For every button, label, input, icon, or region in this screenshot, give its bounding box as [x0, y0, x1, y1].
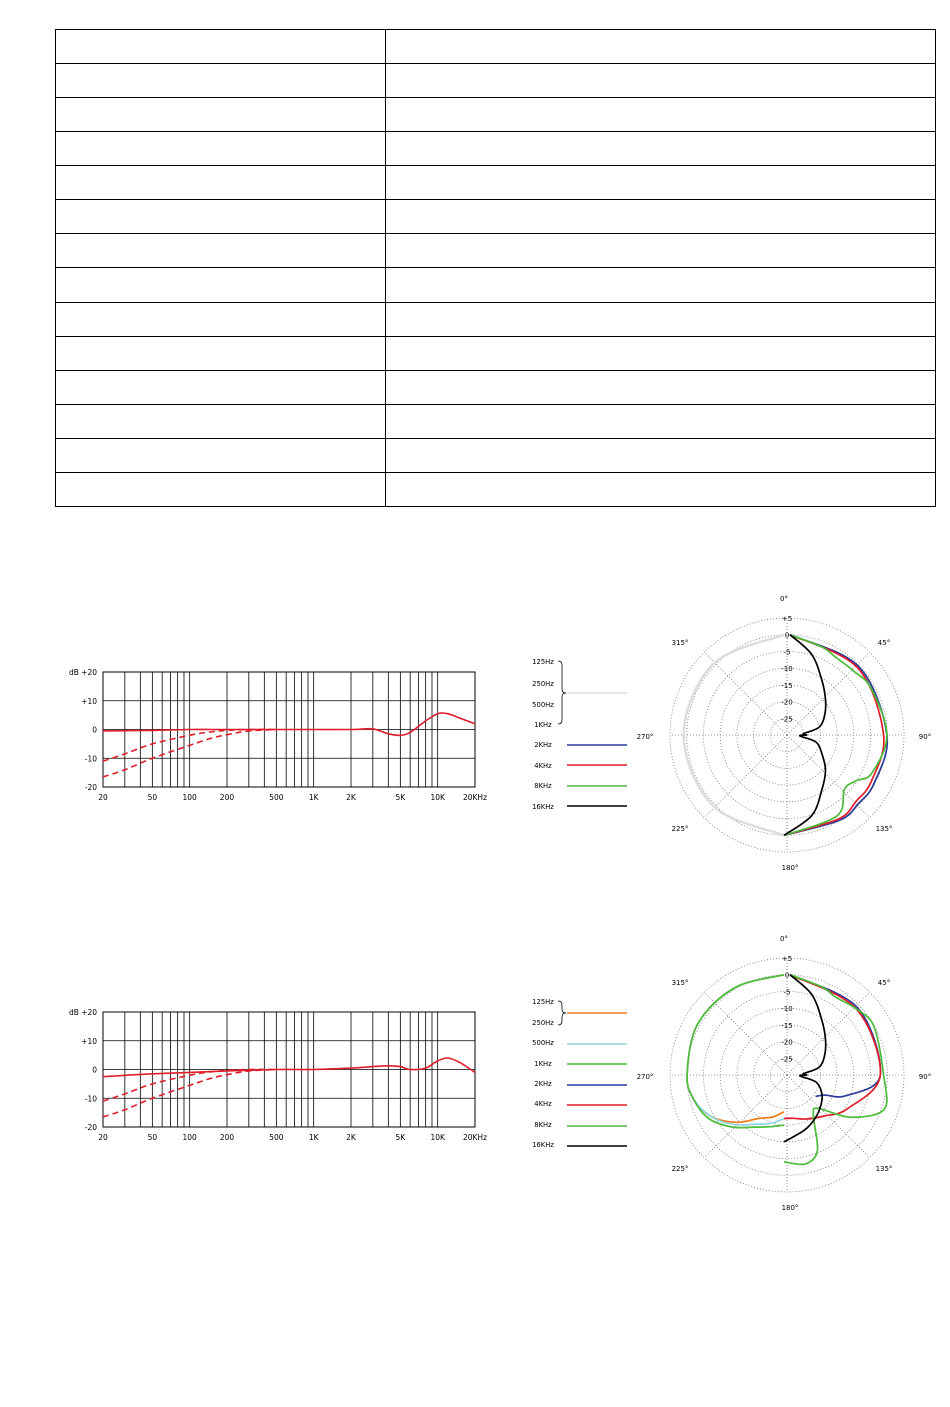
spec-label-cell	[56, 64, 386, 98]
polar-grid-spoke	[704, 992, 787, 1075]
spec-value-cell	[386, 438, 936, 472]
spec-label-cell	[56, 404, 386, 438]
spec-label-cell	[56, 302, 386, 336]
polar-curve	[687, 975, 784, 1125]
spec-row	[56, 64, 936, 98]
spec-row	[56, 132, 936, 166]
radial-label: -15	[781, 681, 793, 690]
radial-label: 0	[784, 971, 790, 980]
angle-label: 90°	[918, 1073, 932, 1081]
legend-brace	[558, 661, 566, 724]
x-tick-label: 500	[269, 1133, 284, 1142]
y-tick-label: -10	[84, 754, 97, 764]
spec-row	[56, 472, 936, 506]
legend-label: 500Hz	[532, 701, 554, 709]
spec-value-cell	[386, 268, 936, 302]
angle-label: 135°	[875, 825, 893, 833]
radial-label: -5	[783, 988, 791, 997]
legend-label: 4KHz	[534, 762, 552, 770]
spec-label-cell	[56, 30, 386, 64]
angle-label: 45°	[877, 639, 891, 647]
spec-value-cell	[386, 64, 936, 98]
spec-value-cell	[386, 132, 936, 166]
polar-grid-spoke	[704, 735, 787, 818]
x-tick-label: 20KHz	[462, 793, 488, 802]
legend-label: 1KHz	[534, 721, 552, 729]
radial-label: -25	[781, 1055, 793, 1064]
spec-row	[56, 404, 936, 438]
legend-label: 125Hz	[532, 998, 554, 1006]
spec-row	[56, 30, 936, 64]
x-tick-label: 2K	[346, 793, 356, 802]
x-tick-label: 100	[182, 793, 197, 802]
radial-label: -5	[783, 648, 791, 657]
x-tick-label: 20	[98, 793, 108, 802]
radial-label: +5	[781, 615, 793, 623]
x-tick-label: 50	[147, 793, 158, 802]
x-tick-label: 20	[98, 1133, 108, 1142]
polar-grid-spoke	[704, 652, 787, 735]
spec-row	[56, 370, 936, 404]
radial-label: -20	[781, 1038, 793, 1047]
x-tick-label: 5K	[395, 1133, 406, 1142]
radial-label: 0	[784, 631, 790, 640]
spec-value-cell	[386, 370, 936, 404]
spec-label-cell	[56, 472, 386, 506]
spec-row	[56, 98, 936, 132]
legend-label: 250Hz	[532, 680, 554, 688]
polar-grid-spoke	[787, 992, 870, 1075]
angle-label: 225°	[671, 825, 689, 833]
y-tick-label: 0	[92, 725, 97, 735]
polar-pattern-chart-2	[0, 928, 950, 1218]
spec-label-cell	[56, 336, 386, 370]
angle-label: 315°	[671, 979, 689, 987]
x-tick-label: 50	[147, 1133, 158, 1142]
x-tick-label: 1K	[308, 793, 319, 802]
spec-value-cell	[386, 404, 936, 438]
spec-value-cell	[386, 98, 936, 132]
radial-label: -15	[781, 1021, 793, 1030]
angle-label: 135°	[875, 1165, 893, 1173]
spec-value-cell	[386, 30, 936, 64]
polar-curve	[687, 975, 784, 1123]
legend-label: 16KHz	[532, 803, 554, 811]
y-tick-label: -20	[84, 1123, 97, 1132]
legend-label: 2KHz	[534, 1080, 552, 1088]
y-tick-label: 0	[92, 1065, 97, 1075]
spec-row	[56, 268, 936, 302]
legend-label: 1KHz	[534, 1060, 552, 1068]
spec-label-cell	[56, 370, 386, 404]
spec-label-cell	[56, 166, 386, 200]
x-tick-label: 200	[219, 793, 235, 802]
y-tick-label: -20	[84, 783, 97, 792]
y-axis-label: dB	[69, 1008, 79, 1017]
legend-brace	[558, 1001, 566, 1025]
x-tick-label: 10K	[430, 1133, 445, 1142]
angle-label: 0°	[780, 935, 788, 943]
spec-row	[56, 438, 936, 472]
spec-label-cell	[56, 200, 386, 234]
spec-value-cell	[386, 302, 936, 336]
spec-value-cell	[386, 336, 936, 370]
spec-label-cell	[56, 98, 386, 132]
x-tick-label: 2K	[346, 1133, 356, 1142]
angle-label: 45°	[877, 979, 891, 987]
angle-label: 270°	[636, 733, 654, 741]
x-tick-label: 5K	[395, 793, 406, 802]
spec-row	[56, 166, 936, 200]
radial-label: -10	[781, 1005, 793, 1014]
legend-label: 2KHz	[534, 741, 552, 749]
polar-curve	[784, 975, 887, 1165]
spec-value-cell	[386, 200, 936, 234]
spec-value-cell	[386, 472, 936, 506]
spec-row	[56, 234, 936, 268]
legend-label: 16KHz	[532, 1141, 554, 1149]
legend-label: 500Hz	[532, 1039, 554, 1047]
spec-label-cell	[56, 132, 386, 166]
spec-value-cell	[386, 166, 936, 200]
x-tick-label: 1K	[308, 1133, 319, 1142]
legend-label: 125Hz	[532, 658, 554, 666]
spec-table	[55, 29, 936, 507]
radial-label: -10	[781, 665, 793, 674]
y-tick-label: +10	[81, 1036, 97, 1046]
legend-label: 8KHz	[534, 782, 552, 790]
y-axis-label: dB	[69, 668, 79, 677]
angle-label: 0°	[780, 595, 788, 603]
angle-label: 315°	[671, 639, 689, 647]
y-tick-label: +10	[81, 696, 97, 706]
radial-label: -20	[781, 698, 793, 707]
angle-label: 180°	[781, 864, 799, 872]
angle-label: 90°	[918, 733, 932, 741]
spec-row	[56, 336, 936, 370]
legend-label: 4KHz	[534, 1100, 552, 1108]
angle-label: 270°	[636, 1073, 654, 1081]
polar-pattern-chart-1	[0, 588, 950, 878]
radial-label: +5	[781, 955, 793, 963]
x-tick-label: 20KHz	[462, 1133, 488, 1142]
legend-label: 8KHz	[534, 1121, 552, 1129]
spec-label-cell	[56, 268, 386, 302]
x-tick-label: 100	[182, 1133, 197, 1142]
spec-row	[56, 302, 936, 336]
radial-label: -25	[781, 715, 793, 724]
legend-label: 250Hz	[532, 1019, 554, 1027]
spec-row	[56, 200, 936, 234]
x-tick-label: 10K	[430, 793, 445, 802]
x-tick-label: 200	[219, 1133, 235, 1142]
angle-label: 225°	[671, 1165, 689, 1173]
x-tick-label: 500	[269, 793, 284, 802]
angle-label: 180°	[781, 1204, 799, 1212]
y-tick-label: +20	[81, 668, 97, 677]
spec-label-cell	[56, 438, 386, 472]
spec-label-cell	[56, 234, 386, 268]
y-tick-label: -10	[84, 1094, 97, 1104]
polar-curve	[687, 975, 784, 1128]
y-tick-label: +20	[81, 1008, 97, 1017]
spec-value-cell	[386, 234, 936, 268]
